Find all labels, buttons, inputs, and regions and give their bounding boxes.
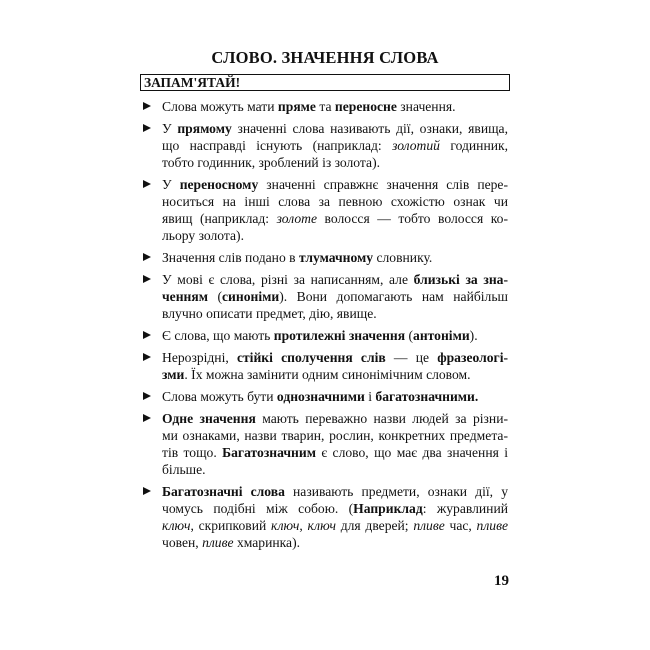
text-span: для дверей;: [336, 518, 414, 533]
italic-example: пливе: [476, 518, 509, 533]
italic-example: пливе: [202, 535, 234, 550]
text-span: явищ (наприклад:: [162, 211, 277, 226]
list-item: [143, 327, 508, 344]
text-span: словнику.: [373, 250, 433, 265]
text-line: [162, 154, 508, 171]
text-span: Слова можуть бути: [162, 389, 277, 404]
text-span: У: [162, 177, 180, 192]
bold-term: антоніми: [413, 328, 470, 343]
bold-term: синоніми: [222, 289, 280, 304]
text-span: Є слова, що мають: [162, 328, 274, 343]
triangle-bullet-icon: [143, 392, 151, 400]
bold-term: протилежні значення: [273, 328, 406, 343]
text-span: носиться на інші слова за певною схожістю ознак чи: [162, 194, 508, 209]
text-span: Нерозрідні,: [162, 350, 237, 365]
text-span: човен,: [162, 535, 203, 550]
text-line: [162, 305, 508, 322]
text-span: тобто годинник, зроблений із золота).: [162, 155, 380, 170]
list-item: [143, 98, 508, 115]
triangle-bullet-icon: [143, 331, 151, 339]
remember-box: ЗАПАМ'ЯТАЙ!: [140, 74, 510, 91]
text-span: ,: [299, 518, 308, 533]
text-line: [162, 249, 508, 266]
italic-example: ключ: [307, 518, 336, 533]
text-span: , скрипковий: [190, 518, 271, 533]
text-span: У: [162, 121, 178, 136]
list-item: [143, 120, 508, 171]
bold-term: прямому: [177, 121, 232, 136]
text-line: [162, 483, 508, 500]
text-span: і: [364, 389, 376, 404]
triangle-bullet-icon: [143, 275, 151, 283]
text-line: [162, 98, 508, 115]
text-span: льору золота).: [162, 228, 244, 243]
text-span: Слова можуть мати: [162, 99, 278, 114]
bold-term: пряме: [277, 99, 316, 114]
text-line: [162, 366, 508, 383]
text-span: . Їх можна замінити одним синонімічним словом.: [184, 367, 471, 382]
list-item: [143, 176, 508, 244]
bold-term: Багатозначним: [222, 445, 316, 460]
italic-example: пливе: [413, 518, 445, 533]
text-line: [162, 327, 508, 344]
triangle-bullet-icon: [143, 102, 151, 110]
list-item: [143, 349, 508, 383]
text-span: та: [315, 99, 335, 114]
text-span: значення.: [396, 99, 456, 114]
text-line: [162, 176, 508, 193]
bold-term: ченням: [162, 289, 208, 304]
bold-term: переносному: [179, 177, 259, 192]
bold-term: зми: [162, 367, 185, 382]
text-span: що насправді існують (наприклад:: [162, 138, 393, 153]
text-line: [162, 461, 508, 478]
page-number: 19: [494, 573, 509, 589]
text-line: [162, 534, 508, 551]
text-line: [162, 349, 508, 366]
list-item: [143, 249, 508, 266]
triangle-bullet-icon: [143, 180, 151, 188]
text-line: [162, 227, 508, 244]
list-item: [143, 483, 508, 551]
bold-term: Наприклад: [353, 501, 423, 516]
rules-list: [143, 98, 508, 556]
text-span: є слово, що має два значення і: [315, 445, 508, 460]
triangle-bullet-icon: [143, 487, 151, 495]
text-line: [162, 120, 508, 137]
text-span: влучно описати предмет, дію, явище.: [162, 306, 377, 321]
text-line: [162, 137, 508, 154]
bold-term: фразеологі-: [437, 350, 508, 365]
text-span: — це: [385, 350, 438, 365]
italic-example: золотий: [392, 138, 440, 153]
italic-example: ключ: [270, 518, 300, 533]
text-span: ми ознаками, назви тварин, рослин, конкретних предмета-: [162, 428, 508, 443]
text-span: чомусь подібні між собою. (: [162, 501, 354, 516]
text-span: Значення слів подано в: [162, 250, 299, 265]
text-span: час,: [444, 518, 477, 533]
bold-term: близькі за зна-: [413, 272, 508, 287]
list-item: [143, 410, 508, 478]
text-line: [162, 517, 508, 534]
text-span: годинник,: [439, 138, 508, 153]
text-line: [162, 427, 508, 444]
text-span: У мові є слова, різні за написанням, але: [162, 272, 414, 287]
text-line: [162, 288, 508, 305]
text-line: [162, 444, 508, 461]
text-span: значенні слова називають дії, ознаки, явища,: [231, 121, 508, 136]
bold-term: переносне: [334, 99, 397, 114]
italic-example: ключ: [162, 518, 191, 533]
bold-term: Багатозначні слова: [162, 484, 285, 499]
bold-term: стійкі сполучення слів: [236, 350, 386, 365]
bold-term: тлумачному: [298, 250, 374, 265]
text-span: (: [405, 328, 414, 343]
text-span: ).: [469, 328, 478, 343]
text-span: волосся — тобто волосся ко-: [316, 211, 508, 226]
text-span: називають предмети, ознаки дії, у: [284, 484, 508, 499]
list-item: [143, 388, 508, 405]
text-span: тів тощо.: [162, 445, 223, 460]
text-line: [162, 271, 508, 288]
text-span: ). Вони допомагають нам найбільш: [279, 289, 508, 304]
bold-term: Одне значення: [162, 411, 256, 426]
text-line: [162, 193, 508, 210]
text-span: значенні справжнє значення слів пере-: [258, 177, 508, 192]
text-span: : журавлиний: [422, 501, 508, 516]
text-line: [162, 410, 508, 427]
text-span: більше.: [162, 462, 206, 477]
text-line: [162, 500, 508, 517]
triangle-bullet-icon: [143, 124, 151, 132]
text-line: [162, 388, 508, 405]
text-span: хмаринка).: [233, 535, 300, 550]
list-item: [143, 271, 508, 322]
triangle-bullet-icon: [143, 353, 151, 361]
bold-term: багатозначними.: [375, 389, 479, 404]
italic-example: золоте: [276, 211, 317, 226]
triangle-bullet-icon: [143, 253, 151, 261]
triangle-bullet-icon: [143, 414, 151, 422]
bold-term: однозначними: [276, 389, 365, 404]
page-title: СЛОВО. ЗНАЧЕННЯ СЛОВА: [211, 48, 439, 67]
text-line: [162, 210, 508, 227]
text-span: (: [207, 289, 223, 304]
text-span: мають переважно назви людей за різни-: [255, 411, 508, 426]
